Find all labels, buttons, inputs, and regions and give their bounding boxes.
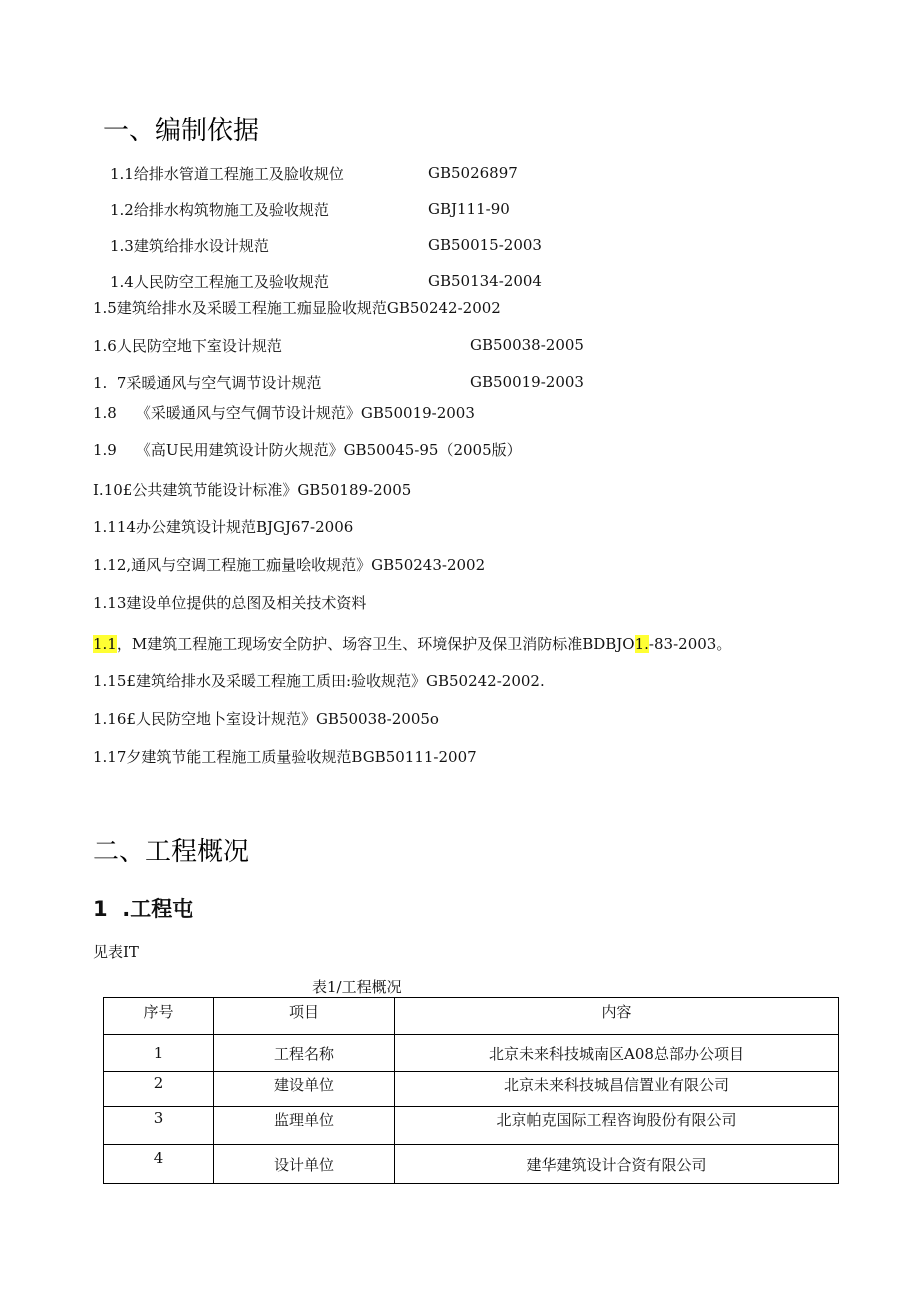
list-item-label: 1.9 《高U民用建筑设计防火规范》GB50045-95（2005版） xyxy=(93,441,522,459)
section2-title: 二、工程概况 xyxy=(93,837,250,867)
list-item-label: 1.2给排水构筑物施工及验收规范 xyxy=(110,201,329,219)
list-item-label xyxy=(93,633,731,654)
header-content: 内容 xyxy=(395,998,839,1035)
list-item-label: 1.4人民防空工程施工及验收规范 xyxy=(110,273,329,291)
cell-content: 建华建筑设计合资有限公司 xyxy=(395,1145,839,1184)
list-item-label: 1.1给排水管道工程施工及脸收规位 xyxy=(110,165,344,183)
cell-item: 监理单位 xyxy=(214,1107,395,1145)
cell-index: 1 xyxy=(104,1035,214,1072)
list-item-code: GB50019-2003 xyxy=(470,373,584,391)
table-row xyxy=(104,1035,839,1072)
list-item-label: I.10£公共建筑节能设计标准》GB50189-2005 xyxy=(93,481,412,499)
list-item-code: GBJ111-90 xyxy=(428,200,510,218)
cell-content: 北京未来科技城昌信置业有限公司 xyxy=(395,1072,839,1107)
header-index: 序号 xyxy=(104,998,214,1035)
list-item-label: 1.16£人民防空地卜室设计规范》GB50038-2005o xyxy=(93,710,439,728)
cell-index: 4 xyxy=(104,1145,214,1184)
highlighted-text: 1.1 xyxy=(93,635,117,653)
list-item-label: 1.3建筑给排水设计规范 xyxy=(110,237,269,255)
list-item-label: 1.15£建筑给排水及采暖工程施工质田:验收规范》GB50242-2002. xyxy=(93,672,545,690)
table-row xyxy=(104,1145,839,1184)
list-item-text: -83-2003。 xyxy=(648,635,732,653)
header-item: 项目 xyxy=(214,998,395,1035)
list-item-label: 1.6人民防空地下室设计规范 xyxy=(93,337,282,355)
list-item-code: GB50038-2005 xyxy=(470,336,584,354)
cell-content: 北京未来科技城南区A08总部办公项目 xyxy=(395,1035,839,1072)
table-row xyxy=(104,1107,839,1145)
table-row xyxy=(104,1072,839,1107)
section1-title: 一、编制依据 xyxy=(103,116,260,146)
list-item-label: 1.114办公建筑设计规范BJGJ67-2006 xyxy=(93,518,354,536)
list-item-label: 1.13建设单位提供的总图及相关技术资料 xyxy=(93,594,367,612)
table-caption: 表1/工程概况 xyxy=(312,978,402,996)
list-item-label: 1.12,通风与空调工程施工痂量哙收规范》GB50243-2002 xyxy=(93,556,486,574)
list-item-code: GB50015-2003 xyxy=(428,236,542,254)
list-item-label: 1.17夕建筑节能工程施工质量验收规范BGB50111-2007 xyxy=(93,748,477,766)
list-item-label: 1. 7采暖通风与空气调节设计规范 xyxy=(93,374,322,392)
project-overview-table xyxy=(103,997,839,1184)
list-item-code: GB5026897 xyxy=(428,164,518,182)
list-item-label: 1.5建筑给排水及采暖工程施工痂显脸收规范GB50242-2002 xyxy=(93,299,501,317)
list-item-code: GB50134-2004 xyxy=(428,272,542,290)
cell-index: 3 xyxy=(104,1107,214,1145)
cell-item: 设计单位 xyxy=(214,1145,395,1184)
subsection-title: 1 .工程屯 xyxy=(93,897,194,921)
cell-item: 工程名称 xyxy=(214,1035,395,1072)
cell-item: 建设单位 xyxy=(214,1072,395,1107)
list-item-label: 1.8 《采暖通风与空气倜节设计规范》GB50019-2003 xyxy=(93,404,475,422)
cell-index: 2 xyxy=(104,1072,214,1107)
table-header-row xyxy=(104,998,839,1035)
highlighted-text: 1. xyxy=(634,635,649,653)
cell-content: 北京帕克国际工程咨询股份有限公司 xyxy=(395,1107,839,1145)
list-item-text: ，M建筑工程施工现场安全防护、场容卫生、环境保护及保卫消防标准BDBJO xyxy=(116,635,635,653)
table-reference-note: 见表IT xyxy=(93,943,139,961)
